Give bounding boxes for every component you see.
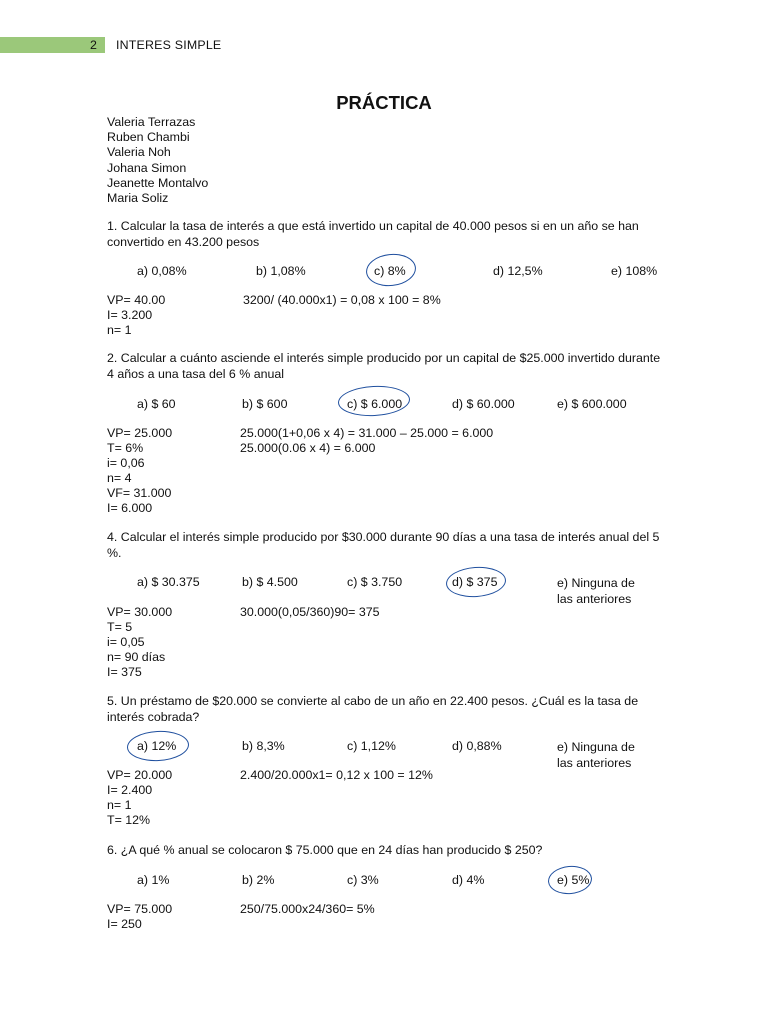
given-value: n= 1 xyxy=(107,798,132,812)
given-value: VF= 31.000 xyxy=(107,486,172,500)
q5-option-e: e) Ninguna de las anteriores xyxy=(557,740,635,770)
q1-givens xyxy=(107,293,165,338)
q6-option-d: d) 4% xyxy=(452,873,485,887)
q6-option-b: b) 2% xyxy=(242,873,275,887)
q5-answer-circle xyxy=(126,729,189,762)
given-value: i= 0,06 xyxy=(107,456,145,470)
q4-answer-circle xyxy=(445,565,507,599)
q4-option-c: c) $ 3.750 xyxy=(347,575,403,589)
q5-work: 2.400/20.000x1= 0,12 x 100 = 12% xyxy=(240,768,433,782)
q5-givens xyxy=(107,768,172,828)
given-value: T= 6% xyxy=(107,441,144,455)
q1-option-e: e) 108% xyxy=(611,264,658,278)
given-value: VP= 40.00 xyxy=(107,293,166,307)
given-value: n= 90 días xyxy=(107,650,166,664)
q4-option-e: e) Ninguna de las anteriores xyxy=(557,576,635,606)
q5-option-c: c) 1,12% xyxy=(347,739,396,753)
q6-option-a: a) 1% xyxy=(137,873,170,887)
q5-option-b: b) 8,3% xyxy=(242,739,285,753)
author-name: Maria Soliz xyxy=(107,191,169,206)
q2-option-b: b) $ 600 xyxy=(242,397,288,411)
q5-option-d: d) 0,88% xyxy=(452,739,502,753)
q4-givens xyxy=(107,605,172,680)
q1-option-d: d) 12,5% xyxy=(493,264,543,278)
given-value: I= 6.000 xyxy=(107,501,153,515)
author-name: Valeria Terrazas xyxy=(107,115,196,129)
given-value: n= 1 xyxy=(107,323,132,337)
q2-work-line-1: 25.000(1+0,06 x 4) = 31.000 – 25.000 = 6.000 xyxy=(240,426,494,440)
given-value: I= 250 xyxy=(107,917,142,931)
given-value: I= 2.400 xyxy=(107,783,153,797)
page-title: PRÁCTICA xyxy=(336,92,432,113)
author-name: Jeanette Montalvo xyxy=(107,175,209,190)
author-list xyxy=(107,115,208,206)
question-5-text: 5. Un préstamo de $20.000 se convierte al cabo de un año en 22.400 pesos. ¿Cuál es la tasa de interés cobrada? xyxy=(107,694,639,724)
q4-option-b: b) $ 4.500 xyxy=(242,575,298,589)
q4-option-d: d) $ 375 xyxy=(452,575,498,589)
q2-work-line-2: 25.000(0.06 x 4) = 6.000 xyxy=(240,441,376,455)
q6-answer-circle xyxy=(547,864,593,896)
q1-option-b: b) 1,08% xyxy=(256,264,306,278)
q6-option-e: e) 5% xyxy=(557,873,590,887)
q1-option-a: a) 0,08% xyxy=(137,264,187,278)
q2-givens xyxy=(107,426,172,516)
q6-givens xyxy=(107,902,172,932)
given-value: VP= 30.000 xyxy=(107,605,173,619)
given-value: VP= 20.000 xyxy=(107,768,173,782)
given-value: T= 12% xyxy=(107,813,151,827)
page-number: 2 xyxy=(90,38,97,52)
q1-option-c: c) 8% xyxy=(374,264,406,278)
q1-answer-circle xyxy=(364,251,417,288)
q4-option-a: a) $ 30.375 xyxy=(137,575,200,589)
given-value: n= 4 xyxy=(107,471,132,485)
given-value: VP= 25.000 xyxy=(107,426,173,440)
given-value: I= 375 xyxy=(107,665,142,679)
q2-option-e: e) $ 600.000 xyxy=(557,397,627,411)
author-name: Ruben Chambi xyxy=(107,130,190,145)
q2-answer-circle xyxy=(337,384,410,418)
given-value: T= 5 xyxy=(107,620,133,634)
question-6-text: 6. ¿A qué % anual se colocaron $ 75.000 que en 24 días han producido $ 250? xyxy=(107,843,543,857)
q6-option-c: c) 3% xyxy=(347,873,379,887)
question-2-text: 2. Calcular a cuánto asciende el interés simple producido por un capital de $25.000 invertido durante 4 años a una tasa del 6 % anual xyxy=(107,351,661,381)
q1-work: 3200/ (40.000x1) = 0,08 x 100 = 8% xyxy=(243,293,441,307)
author-name: Johana Simon xyxy=(107,160,187,175)
given-value: I= 3.200 xyxy=(107,308,153,322)
given-value: i= 0,05 xyxy=(107,635,145,649)
question-4-text: 4. Calcular el interés simple producido por $30.000 durante 90 días a una tasa de interés anual del 5 %. xyxy=(107,530,660,560)
q6-work: 250/75.000x24/360= 5% xyxy=(240,902,375,916)
section-title: INTERES SIMPLE xyxy=(116,38,222,52)
author-name: Valeria Noh xyxy=(107,145,171,160)
question-1-text: 1. Calcular la tasa de interés a que está invertido un capital de 40.000 pesos si en un año se han convertido en 43.200 pesos xyxy=(107,219,639,249)
given-value: VP= 75.000 xyxy=(107,902,173,916)
q5-option-a: a) 12% xyxy=(137,739,177,753)
q4-work: 30.000(0,05/360)90= 375 xyxy=(240,605,380,619)
q2-option-c: c) $ 6.000 xyxy=(347,397,403,411)
q2-option-a: a) $ 60 xyxy=(137,397,176,411)
q2-option-d: d) $ 60.000 xyxy=(452,397,515,411)
